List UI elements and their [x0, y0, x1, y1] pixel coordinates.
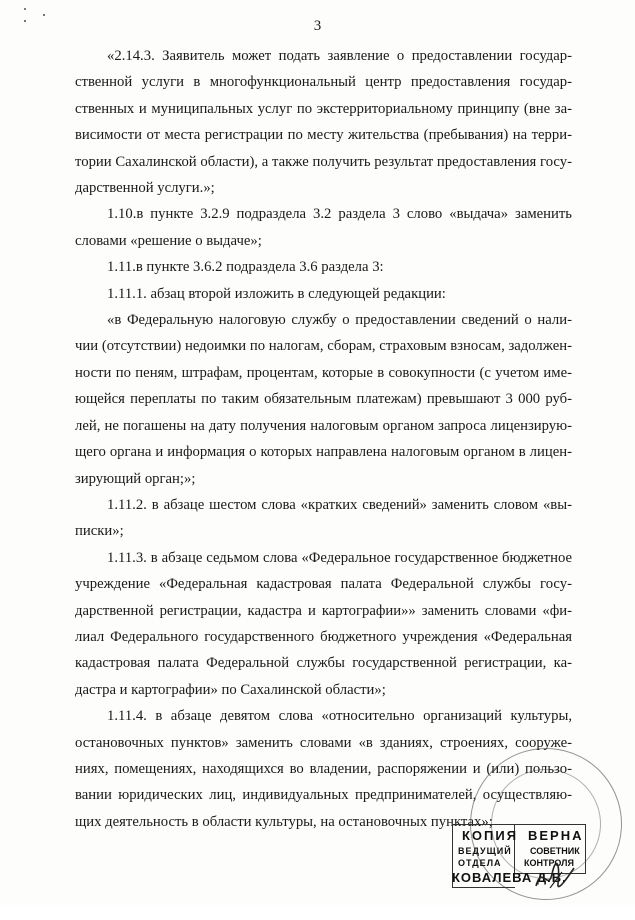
stamp-copy-label: КОПИЯ — [462, 828, 519, 843]
paragraph-2-14-3: «2.14.3. Заявитель может подать заявление о предоставлении государственной услуги в многофункциональный центр предоставления государственных и муниципальных услуг по экстерриториальному принципу (вне зависимости от места регистрации по месту жительства (пребывания) на территории Сахалинской области), а также получить результат предоставления государственной услуги.»; — [75, 48, 572, 197]
stamp-position-right: СОВЕТНИК — [530, 846, 580, 856]
stamp-position-left: ВЕДУЩИЙ — [458, 846, 512, 856]
document-body — [75, 43, 572, 835]
handwritten-signature — [530, 858, 580, 898]
paragraph-1-11: 1.11.в пункте 3.6.2 подраздела 3.6 раздела 3: — [107, 259, 384, 276]
paragraph-1-11-2: 1.11.2. в абзаце шестом слова «кратких сведений» заменить словом «выписки»; — [75, 496, 572, 540]
paragraph-1-10: 1.10.в пункте 3.2.9 подраздела 3.2 раздела 3 слово «выдача» заменить словами «решение о выдаче»; — [75, 206, 572, 249]
page-number: 3 — [313, 18, 322, 34]
paragraph-1-11-1: 1.11.1. абзац второй изложить в следующей редакции: — [107, 285, 446, 302]
paragraph-1-11-4: 1.11.4. в абзаце девятом слова «относительно организаций культуры, остановочных пунктов» заменить словами «в зданиях, строениях, сооружениях, помещениях, находящихся во владении, распоряжении и (или) пользовании юридических лиц, индивидуальных предпринимателей, осуществляющих деятельность в области культуры, на остановочных пунктах»; — [75, 708, 572, 830]
scan-speck — [43, 14, 45, 16]
stamp-name: КОВАЛЕВА Д.В. — [452, 870, 567, 885]
scan-speck — [24, 8, 26, 10]
paragraph-quote-fns: «в Федеральную налоговую службу о предоставлении сведений о наличии (отсутствии) недоимки по налогам, сборам, страховым взносам, задолженности по пеням, штрафам, процентам, которые в совокупности (с учетом имеющейся переплаты по таким обязательным платежам) превышают 3 000 рублей, не погашены на дату получения налоговым органом запроса лицензирующего органа и информация о которых направлена налоговым органом в лицензирующий орган;»; — [75, 312, 572, 487]
stamp-true-label: ВЕРНА — [528, 828, 584, 843]
stamp-dept-right: КОНТРОЛЯ — [524, 858, 574, 868]
stamp-dept-left: ОТДЕЛА — [458, 858, 502, 868]
paragraph-1-11-3: 1.11.3. в абзаце седьмом слова «Федеральное государственное бюджетное учреждение «Федеральная кадастровая палата Федеральной службы государственной регистрации, кадастра и картографии»» заменить словами «филиал Федерального государственного бюджетного учреждения «Федеральная кадастровая палата Федеральной службы государственной регистрации, кадастра и картографии» по Сахалинской области»; — [75, 549, 572, 698]
